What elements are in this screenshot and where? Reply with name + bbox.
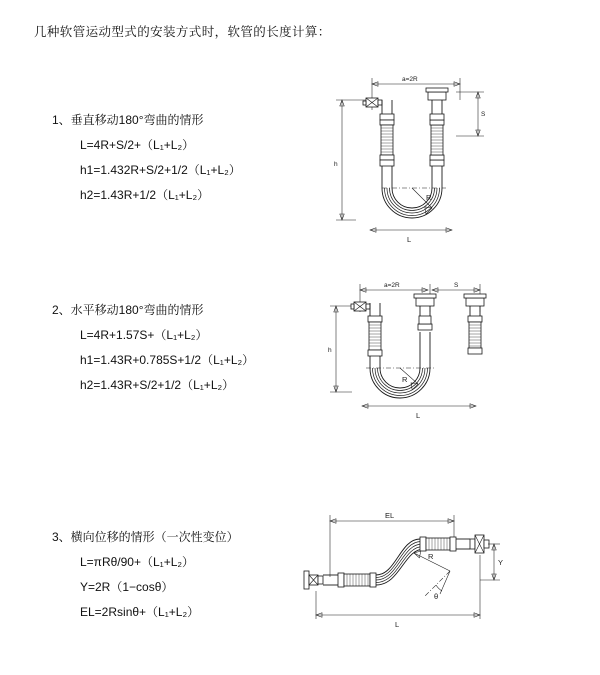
section-1-formula-2: h1=1.432R+S/2+1/2（L₁+L₂） <box>80 163 241 177</box>
dim-label-a2r-2: a=2R <box>384 282 400 289</box>
figure-lateral-offset <box>290 499 510 649</box>
section-1-text <box>52 108 312 208</box>
dim-label-l: L <box>407 235 412 244</box>
dim-label-l-3: L <box>395 620 400 629</box>
dim-label-a2r: a=2R <box>402 76 418 83</box>
section-2-title: 2、水平移动180°弯曲的情形 <box>52 303 204 317</box>
section-2-formula-3: h2=1.43R+S/2+1/2（L₁+L₂） <box>80 378 235 392</box>
dim-label-r: R <box>426 193 432 202</box>
section-3-formula-1: L=πRθ/90+（L₁+L₂） <box>80 555 195 569</box>
dim-label-y: Y <box>498 558 504 567</box>
dim-label-theta: θ <box>434 592 439 601</box>
dim-label-r-3: R <box>428 552 434 561</box>
dim-label-s-2: S <box>454 282 459 289</box>
section-1-title: 1、垂直移动180°弯曲的情形 <box>52 113 204 127</box>
section-3-title: 3、横向位移的情形（一次性变位） <box>52 530 239 544</box>
dim-label-h: h <box>334 161 338 168</box>
section-1-formula-3: h2=1.43R+1/2（L₁+L₂） <box>80 188 210 202</box>
section-3-formula-3: EL=2Rsinθ+（L₁+L₂） <box>80 605 200 619</box>
section-2-text <box>52 298 312 398</box>
section-3-formula-2: Y=2R（1−cosθ） <box>80 580 174 594</box>
dim-label-h-2: h <box>328 347 332 354</box>
section-3-text <box>52 525 312 625</box>
section-1-formula-1: L=4R+S/2+（L₁+L₂） <box>80 138 195 152</box>
section-2-formula-2: h1=1.43R+0.785S+1/2（L₁+L₂） <box>80 353 255 367</box>
dim-label-l-2: L <box>416 411 421 420</box>
section-2-formula-1: L=4R+1.57S+（L₁+L₂） <box>80 328 208 342</box>
intro-text: 几种软管运动型式的安装方式时，软管的长度计算： <box>34 25 331 39</box>
figure-horizontal-180 <box>300 272 510 452</box>
dim-label-s: S <box>481 111 486 118</box>
figure-vertical-180 <box>300 70 500 280</box>
dim-label-r-2: R <box>402 375 408 384</box>
dim-label-el: EL <box>385 511 395 520</box>
